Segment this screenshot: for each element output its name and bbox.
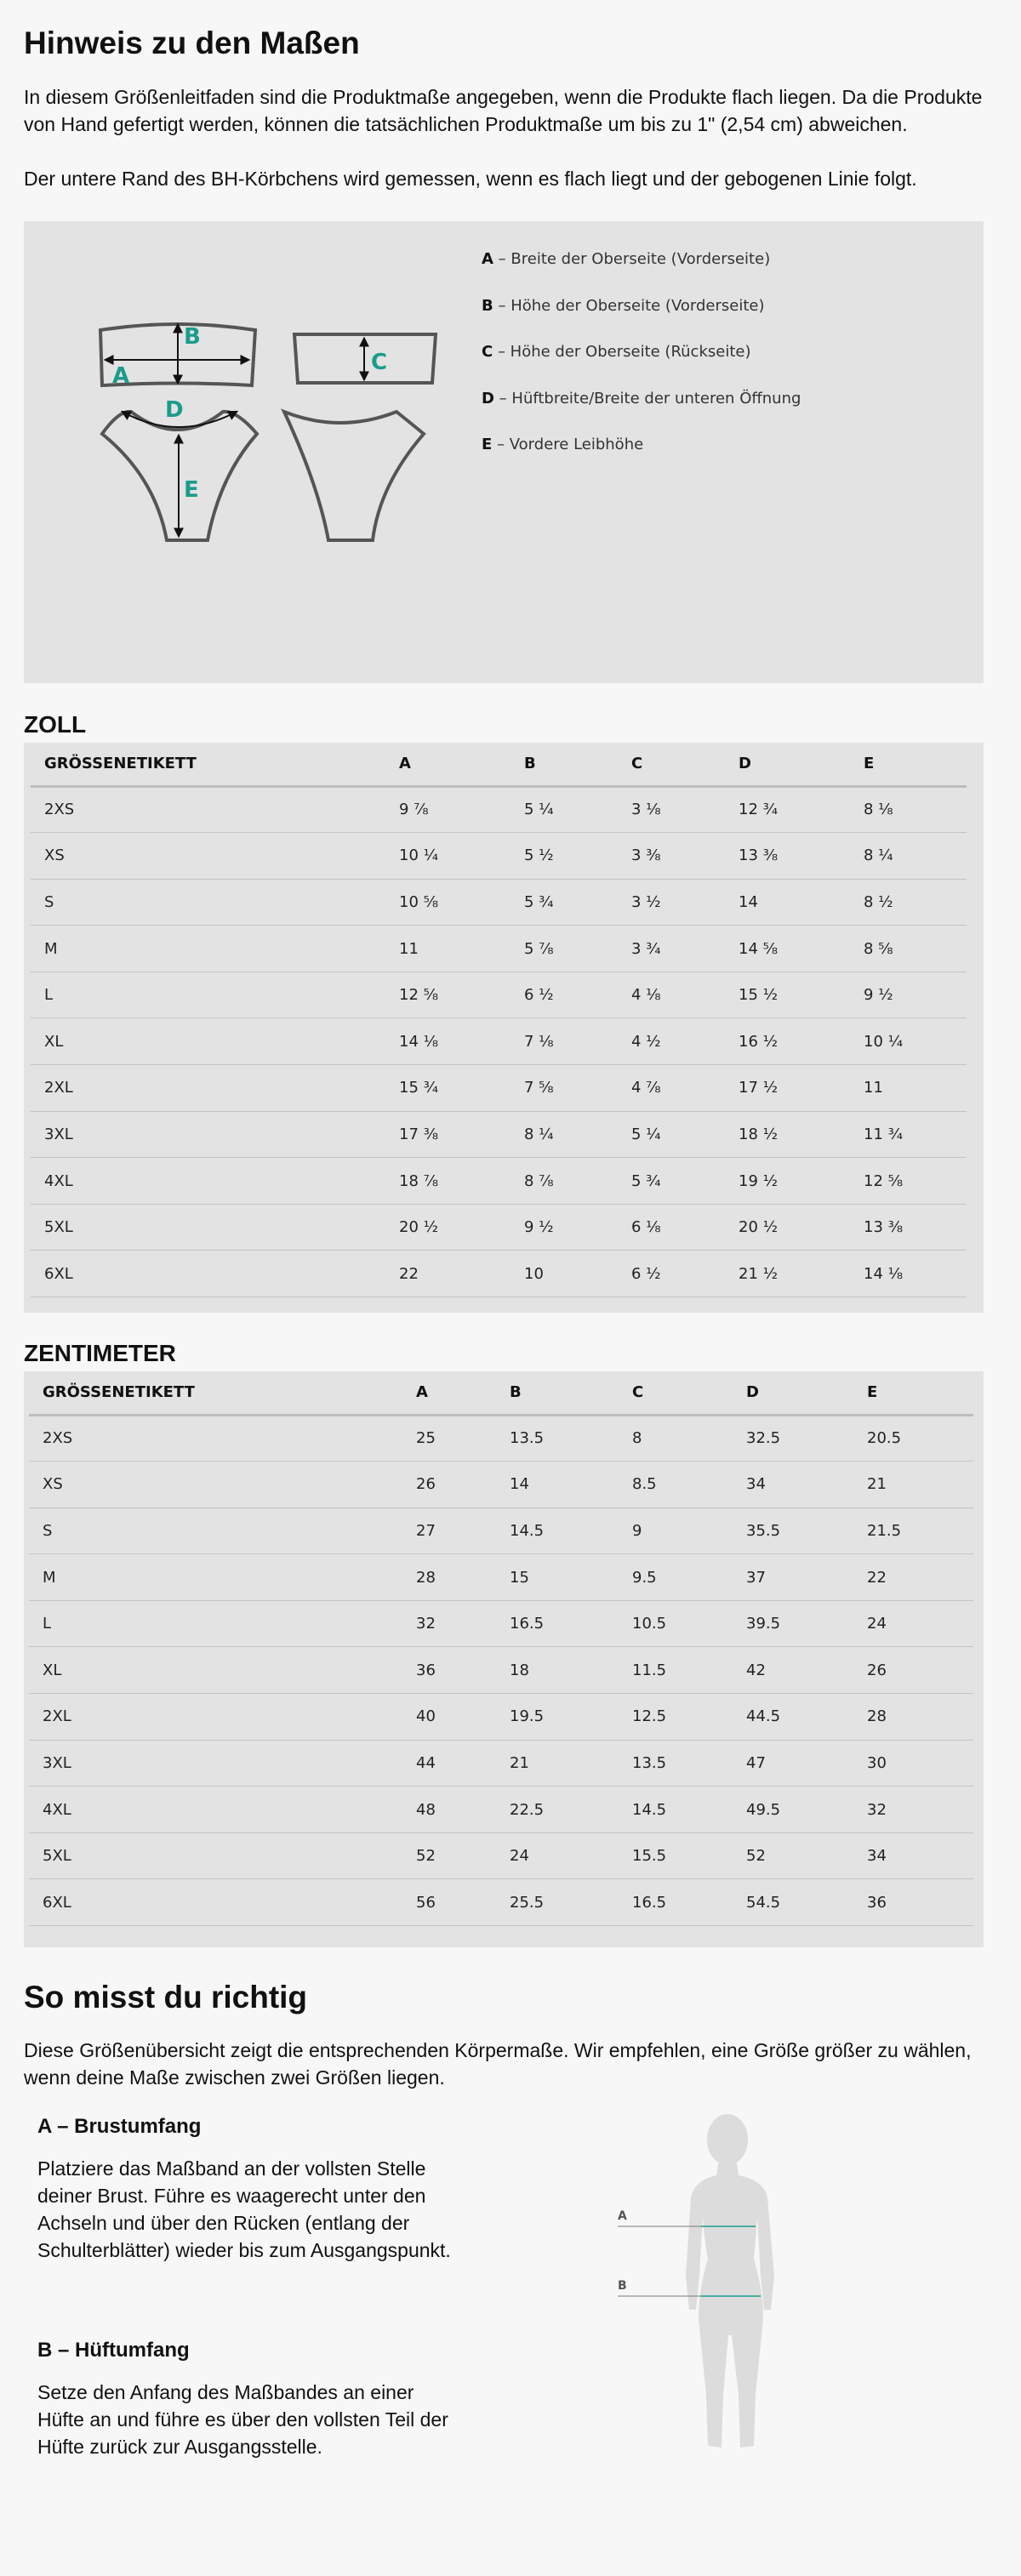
table-cell: L [29,1600,402,1647]
table-cell: 18 ⅞ [385,1158,510,1205]
table-cell: 6XL [29,1879,402,1926]
table-cell: 15.5 [619,1832,733,1879]
table-cell: 6 ½ [510,972,618,1018]
table-row [31,1018,967,1065]
legend-item-b: B – Höhe der Oberseite (Vorderseite) [482,296,765,315]
legend-item-a: A – Breite der Oberseite (Vorderseite) [482,250,771,268]
table-cell: 52 [733,1832,853,1879]
table-cell: 22 [853,1554,973,1601]
table-cell: S [29,1507,402,1554]
bust-title: A – Brustumfang [37,2115,202,2138]
table-row [29,1507,973,1554]
table-cell: 48 [402,1787,496,1833]
table-cell: 14 ⅛ [385,1018,510,1065]
table-row [29,1740,973,1787]
table-cell: 3 ½ [618,879,725,926]
table-row [29,1694,973,1741]
table-cell: 34 [733,1462,853,1508]
table-cell: 10 ⅝ [385,879,510,926]
table-row [29,1647,973,1694]
table-cell: 14 ⅛ [850,1251,967,1297]
table-cell: 5XL [31,1204,385,1251]
silhouette-shape [686,2114,774,2448]
table-cell: 6 ½ [618,1251,725,1297]
table-cell: 14.5 [496,1507,619,1554]
table-cell: 5 ¼ [618,1111,725,1158]
table-cell: 9 [619,1507,733,1554]
table-cell: 20 ½ [385,1204,510,1251]
table-cell: 12.5 [619,1694,733,1741]
table-cell: 18 [496,1647,619,1694]
table-cell: 36 [402,1647,496,1694]
figure-label-b: B [618,2279,627,2293]
table-cell: XL [29,1647,402,1694]
table-cell: 26 [853,1647,973,1694]
hip-text: Setze den Anfang des Maßbandes an einer Hüfte an und führe es über den vollsten Teil der Hüfte zurück zur Ausgangsstelle. [37,2381,448,2458]
table-cell: 8 ¼ [510,1111,618,1158]
column-header: C [619,1371,733,1415]
table-cell: 24 [496,1832,619,1879]
notice-text: In diesem Größenleitfaden sind die Produktmaße angegeben, wenn die Produkte flach liegen. Da die Produkte von Hand gefertigt werden, können die tatsächlichen Produktmaße um bis zu 1" (2,54 cm) abweichen. [24,86,983,135]
table-cell: 17 ⅜ [385,1111,510,1158]
table-cell: 14 [496,1462,619,1508]
table-cell: 2XS [29,1415,402,1462]
table-cell: 8 ⅝ [850,926,967,972]
table-cell: 12 ⅝ [385,972,510,1018]
table-cell: 44 [402,1740,496,1787]
table-cell: 16.5 [496,1600,619,1647]
table-cell: 15 [496,1554,619,1601]
figure-label-a: A [618,2209,627,2223]
table-cell: 26 [402,1462,496,1508]
table-cell: 2XL [29,1694,402,1741]
table-cell: 17 ½ [725,1065,850,1112]
table-cell: 3 ⅜ [618,833,725,880]
table-cell: S [31,879,385,926]
table-cell: 13.5 [496,1415,619,1462]
table-cell: 9 ⅞ [385,786,510,833]
table-cell: 54.5 [733,1879,853,1926]
table-cell: 9 ½ [850,972,967,1018]
table-cell: 11 ¾ [850,1111,967,1158]
table-cell: 22.5 [496,1787,619,1833]
legend-item-c: C – Höhe der Oberseite (Rückseite) [482,343,751,361]
table-cell: 8 ⅛ [850,786,967,833]
table-cell: 10 [510,1251,618,1297]
table-row [31,1204,967,1251]
table-cell: 4 ½ [618,1018,725,1065]
table-cell: 15 ¾ [385,1065,510,1112]
table-cell: 16 ½ [725,1018,850,1065]
table-cell: 18 ½ [725,1111,850,1158]
table-cell: 32 [853,1787,973,1833]
table-cell: 15 ½ [725,972,850,1018]
table-cell: 11 [385,926,510,972]
table-cell: 7 ⅛ [510,1018,618,1065]
body-silhouette [604,2114,791,2454]
table-cell: 13 ⅜ [850,1204,967,1251]
column-header: B [510,743,618,786]
table-cell: 4XL [31,1158,385,1205]
table-cell: 21 ½ [725,1251,850,1297]
table-cell: 14 [725,879,850,926]
table-cell: 47 [733,1740,853,1787]
cm-size-table [29,1371,973,1926]
table-cell: 11.5 [619,1647,733,1694]
table-row [31,786,967,833]
table-cell: 8 ½ [850,879,967,926]
table-cell: 4XL [29,1787,402,1833]
label-d: D [165,397,184,423]
table-cell: 10 ¼ [385,833,510,880]
table-cell: 28 [853,1694,973,1741]
table-cell: 49.5 [733,1787,853,1833]
table-cell: 12 ¾ [725,786,850,833]
column-header: E [850,743,967,786]
table-cell: 10 ¼ [850,1018,967,1065]
label-e: E [184,477,199,503]
table-cell: 11 [850,1065,967,1112]
column-header: D [725,743,850,786]
table-cell: 21 [496,1740,619,1787]
table-header-row [31,743,967,786]
table-cell: 7 ⅝ [510,1065,618,1112]
column-header: A [385,743,510,786]
cm-table-box [24,1371,984,1947]
inch-table-title: ZOLL [24,711,87,738]
table-row [31,972,967,1018]
column-header: GRÖSSENETIKETT [31,743,385,786]
table-cell: 8.5 [619,1462,733,1508]
table-cell: 20.5 [853,1415,973,1462]
table-cell: 5 ½ [510,833,618,880]
cm-table-title: ZENTIMETER [24,1340,176,1366]
table-cell: 6XL [31,1251,385,1297]
table-cell: 3 ⅛ [618,786,725,833]
table-cell: 3 ¾ [618,926,725,972]
table-row [29,1832,973,1879]
table-cell: 39.5 [733,1600,853,1647]
table-row [31,879,967,926]
label-a: A [112,363,130,389]
table-row [29,1462,973,1508]
howto-title: So misst du richtig [24,1980,308,2015]
table-cell: 8 ¼ [850,833,967,880]
table-cell: 4 ⅛ [618,972,725,1018]
table-cell: XL [31,1018,385,1065]
notice-text-cup: Der untere Rand des BH-Körbchens wird gemessen, wenn es flach liegt und der gebogenen Linie folgt. [24,168,917,190]
table-cell: 56 [402,1879,496,1926]
table-cell: M [29,1554,402,1601]
table-row [31,1065,967,1112]
table-row [29,1600,973,1647]
table-cell: 44.5 [733,1694,853,1741]
column-header: GRÖSSENETIKETT [29,1371,402,1415]
table-cell: 8 [619,1415,733,1462]
table-cell: 19 ½ [725,1158,850,1205]
table-cell: XS [29,1462,402,1508]
table-cell: 27 [402,1507,496,1554]
table-cell: 5XL [29,1832,402,1879]
notice-title: Hinweis zu den Maßen [24,26,360,60]
table-cell: 35.5 [733,1507,853,1554]
garment-illustration [75,306,449,561]
table-cell: 14.5 [619,1787,733,1833]
hip-title: B – Hüftumfang [37,2339,190,2362]
table-cell: 32 [402,1600,496,1647]
table-cell: 9.5 [619,1554,733,1601]
table-row [31,926,967,972]
column-header: B [496,1371,619,1415]
table-cell: 21.5 [853,1507,973,1554]
column-header: C [618,743,725,786]
table-row [31,1158,967,1205]
table-cell: 20 ½ [725,1204,850,1251]
legend-item-d: D – Hüftbreite/Breite der unteren Öffnung [482,389,801,407]
inch-size-table [31,743,967,1297]
column-header: D [733,1371,853,1415]
table-row [29,1415,973,1462]
table-cell: 5 ¼ [510,786,618,833]
table-cell: 28 [402,1554,496,1601]
garment-diagram [24,221,984,683]
table-row [29,1787,973,1833]
table-cell: 13 ⅜ [725,833,850,880]
table-cell: 3XL [31,1111,385,1158]
table-row [29,1879,973,1926]
table-cell: 5 ¾ [510,879,618,926]
legend-item-e: E – Vordere Leibhöhe [482,436,644,453]
label-c: C [371,350,388,375]
table-cell: 2XS [31,786,385,833]
table-cell: 30 [853,1740,973,1787]
inch-table-box [24,743,984,1313]
table-cell: 25.5 [496,1879,619,1926]
table-cell: 3XL [29,1740,402,1787]
table-cell: 21 [853,1462,973,1508]
table-cell: 24 [853,1600,973,1647]
table-cell: 37 [733,1554,853,1601]
column-header: E [853,1371,973,1415]
table-cell: 52 [402,1832,496,1879]
table-header-row [29,1371,973,1415]
bust-text: Platziere das Maßband an der vollsten Stelle deiner Brust. Führe es waagerecht unter den Achseln und über den Rücken (entlang der Schulterblätter) wieder bis zum Ausgangspunkt. [37,2157,451,2261]
table-row [31,1251,967,1297]
table-cell: 22 [385,1251,510,1297]
table-row [31,833,967,880]
table-cell: 9 ½ [510,1204,618,1251]
table-cell: 25 [402,1415,496,1462]
table-cell: 16.5 [619,1879,733,1926]
table-cell: 32.5 [733,1415,853,1462]
table-cell: 10.5 [619,1600,733,1647]
table-cell: 13.5 [619,1740,733,1787]
table-cell: XS [31,833,385,880]
table-cell: 19.5 [496,1694,619,1741]
table-cell: 40 [402,1694,496,1741]
table-cell: 8 ⅞ [510,1158,618,1205]
table-cell: 34 [853,1832,973,1879]
panty-back-shape [284,412,424,540]
label-b: B [184,324,201,350]
measurement-legend [482,247,801,479]
column-header: A [402,1371,496,1415]
table-cell: M [31,926,385,972]
table-cell: 2XL [31,1065,385,1112]
table-row [29,1554,973,1601]
table-cell: 4 ⅞ [618,1065,725,1112]
table-row [31,1111,967,1158]
table-cell: 5 ⅞ [510,926,618,972]
table-cell: 6 ⅛ [618,1204,725,1251]
table-cell: 42 [733,1647,853,1694]
table-cell: 5 ¾ [618,1158,725,1205]
table-cell: L [31,972,385,1018]
table-cell: 14 ⅝ [725,926,850,972]
howto-intro: Diese Größenübersicht zeigt die entsprechenden Körpermaße. Wir empfehlen, eine Größe größer zu wählen, wenn deine Maße zwischen zwei Größen liegen. [24,2039,972,2089]
table-cell: 12 ⅝ [850,1158,967,1205]
table-cell: 36 [853,1879,973,1926]
